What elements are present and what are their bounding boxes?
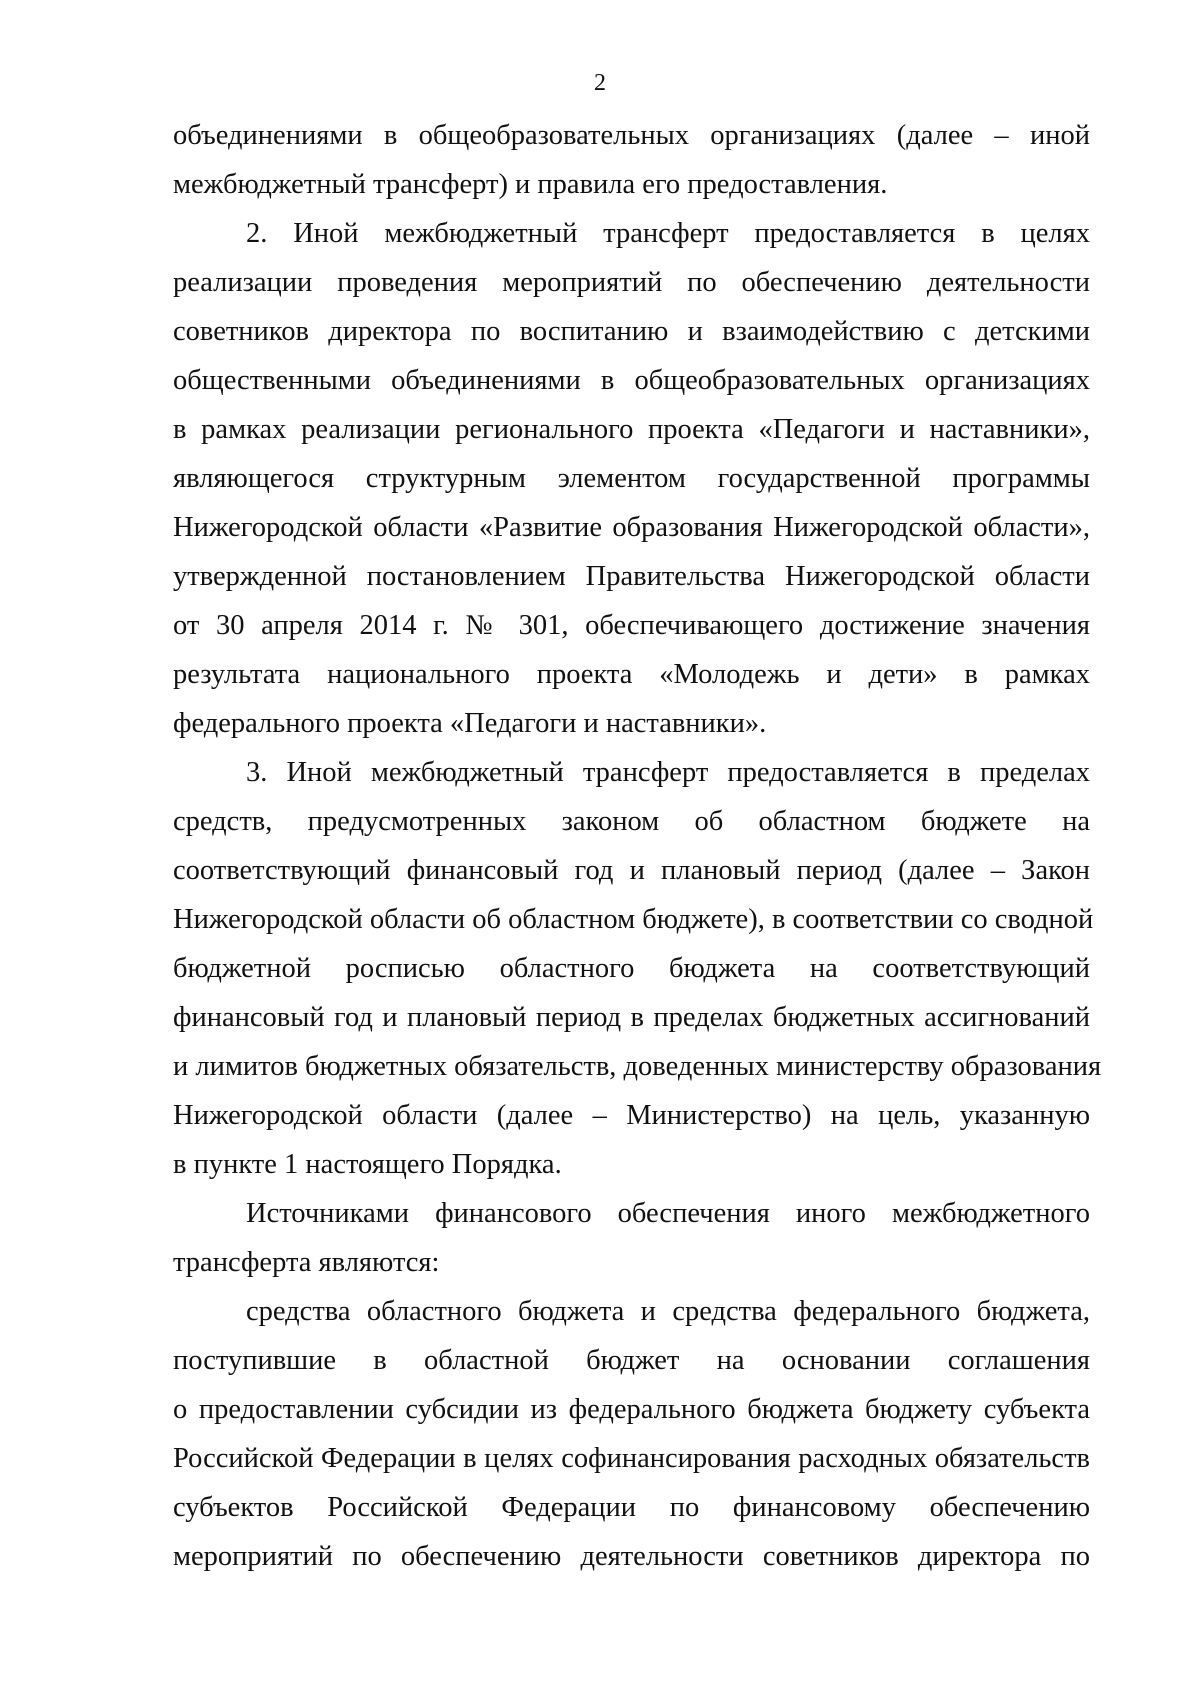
text-line: федерального проекта «Педагоги и наставники». <box>173 708 767 739</box>
page-number: 2 <box>594 70 606 96</box>
text-line: являющегося структурным элементом государственной программы <box>173 463 1090 494</box>
text-line: мероприятий по обеспечению деятельности советников директора по <box>173 1541 1090 1572</box>
text-line: и лимитов бюджетных обязательств, доведенных министерству образования <box>173 1051 1102 1082</box>
text-line: в пункте 1 настоящего Порядка. <box>173 1149 562 1180</box>
text-line: результата национального проекта «Молодежь и дети» в рамках <box>173 659 1090 690</box>
text-line: финансовый год и плановый период в пределах бюджетных ассигнований <box>173 1002 1090 1033</box>
text-line: Источниками финансового обеспечения иного межбюджетного <box>246 1198 1090 1229</box>
text-line: Российской Федерации в целях софинансирования расходных обязательств <box>173 1443 1090 1474</box>
text-line: общественными объединениями в общеобразовательных организациях <box>173 365 1090 396</box>
text-line: межбюджетный трансферт) и правила его предоставления. <box>173 169 888 200</box>
text-line: реализации проведения мероприятий по обеспечению деятельности <box>173 267 1090 298</box>
text-line: советников директора по воспитанию и взаимодействию с детскими <box>173 316 1090 347</box>
text-line: о предоставлении субсидии из федерального бюджета бюджету субъекта <box>173 1394 1090 1425</box>
text-line: от 30 апреля 2014 г. № 301, обеспечивающего достижение значения <box>173 610 1090 641</box>
text-line: 2. Иной межбюджетный трансферт предоставляется в целях <box>246 218 1090 249</box>
text-line: средства областного бюджета и средства федерального бюджета, <box>246 1296 1090 1327</box>
text-line: в рамках реализации регионального проекта «Педагоги и наставники», <box>173 414 1090 445</box>
text-line: поступившие в областной бюджет на основании соглашения <box>173 1345 1090 1376</box>
paragraph-2 <box>173 209 1090 748</box>
document-body <box>173 111 1102 1581</box>
text-line: соответствующий финансовый год и плановый период (далее – Закон <box>173 855 1090 886</box>
text-line: Нижегородской области «Развитие образования Нижегородской области», <box>173 512 1090 543</box>
text-line: утвержденной постановлением Правительства Нижегородской области <box>173 561 1090 592</box>
paragraph-5 <box>173 1287 1090 1581</box>
text-line: трансферта являются: <box>173 1247 440 1278</box>
text-line: Нижегородской области (далее – Министерство) на цель, указанную <box>173 1100 1090 1131</box>
text-line: объединениями в общеобразовательных организациях (далее – иной <box>173 120 1090 151</box>
text-line: субъектов Российской Федерации по финансовому обеспечению <box>173 1492 1090 1523</box>
paragraph-4 <box>173 1189 1090 1287</box>
text-line: Нижегородской области об областном бюджете), в соответствии со сводной <box>173 904 1094 935</box>
paragraph-3 <box>173 748 1102 1189</box>
text-line: средств, предусмотренных законом об областном бюджете на <box>173 806 1090 837</box>
text-line: 3. Иной межбюджетный трансферт предоставляется в пределах <box>246 757 1090 788</box>
text-line: бюджетной росписью областного бюджета на соответствующий <box>173 953 1090 984</box>
paragraph-1 <box>173 111 1090 209</box>
